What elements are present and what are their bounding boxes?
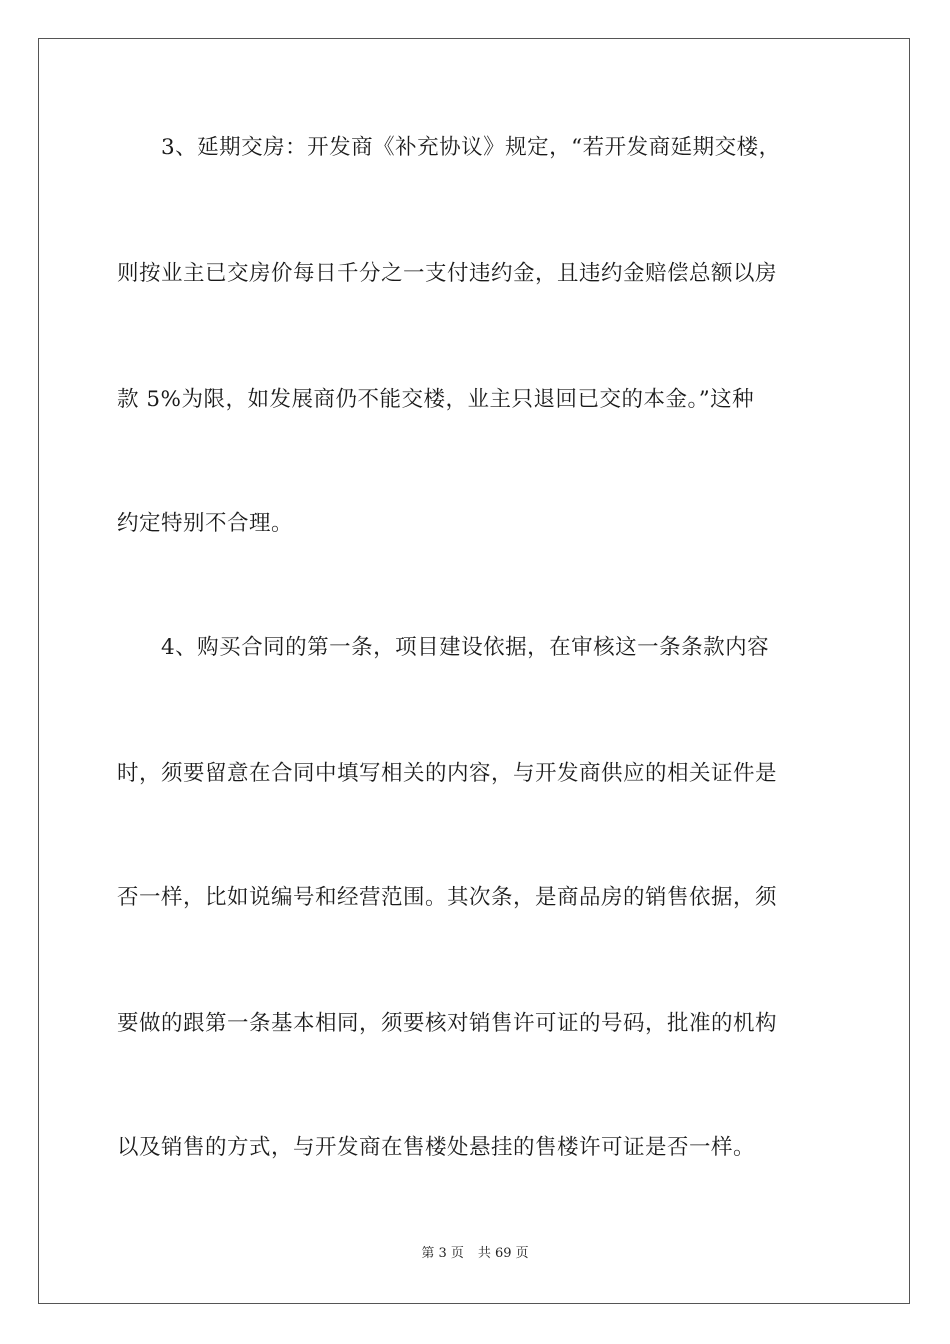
page-border bbox=[38, 38, 910, 1304]
paragraph-3-line-4: 约定特别不合理。 bbox=[117, 511, 294, 536]
paragraph-3-line-3: 款 5%为限，如发展商仍不能交楼，业主只退回已交的本金。”这种 bbox=[117, 387, 755, 412]
paragraph-4-line-3: 否一样，比如说编号和经营范围。其次条，是商品房的销售依据，须 bbox=[117, 885, 778, 910]
page-number: 第 3 页 bbox=[421, 1246, 464, 1261]
page-total: 共 69 页 bbox=[477, 1246, 529, 1261]
paragraph-4-line-4: 要做的跟第一条基本相同，须要核对销售许可证的号码，批准的机构 bbox=[117, 1011, 778, 1036]
paragraph-3-line-2: 则按业主已交房价每日千分之一支付违约金，且违约金赔偿总额以房 bbox=[117, 261, 778, 286]
paragraph-4-line-5: 以及销售的方式，与开发商在售楼处悬挂的售楼许可证是否一样。 bbox=[117, 1135, 756, 1160]
paragraph-4-line-1: 4、购买合同的第一条，项目建设依据，在审核这一条条款内容 bbox=[117, 635, 770, 660]
paragraph-4-line-2: 时，须要留意在合同中填写相关的内容，与开发商供应的相关证件是 bbox=[117, 761, 778, 786]
paragraph-3-line-1: 3、延期交房：开发商《补充协议》规定，“若开发商延期交楼， bbox=[117, 135, 781, 160]
page-footer bbox=[0, 1244, 950, 1264]
